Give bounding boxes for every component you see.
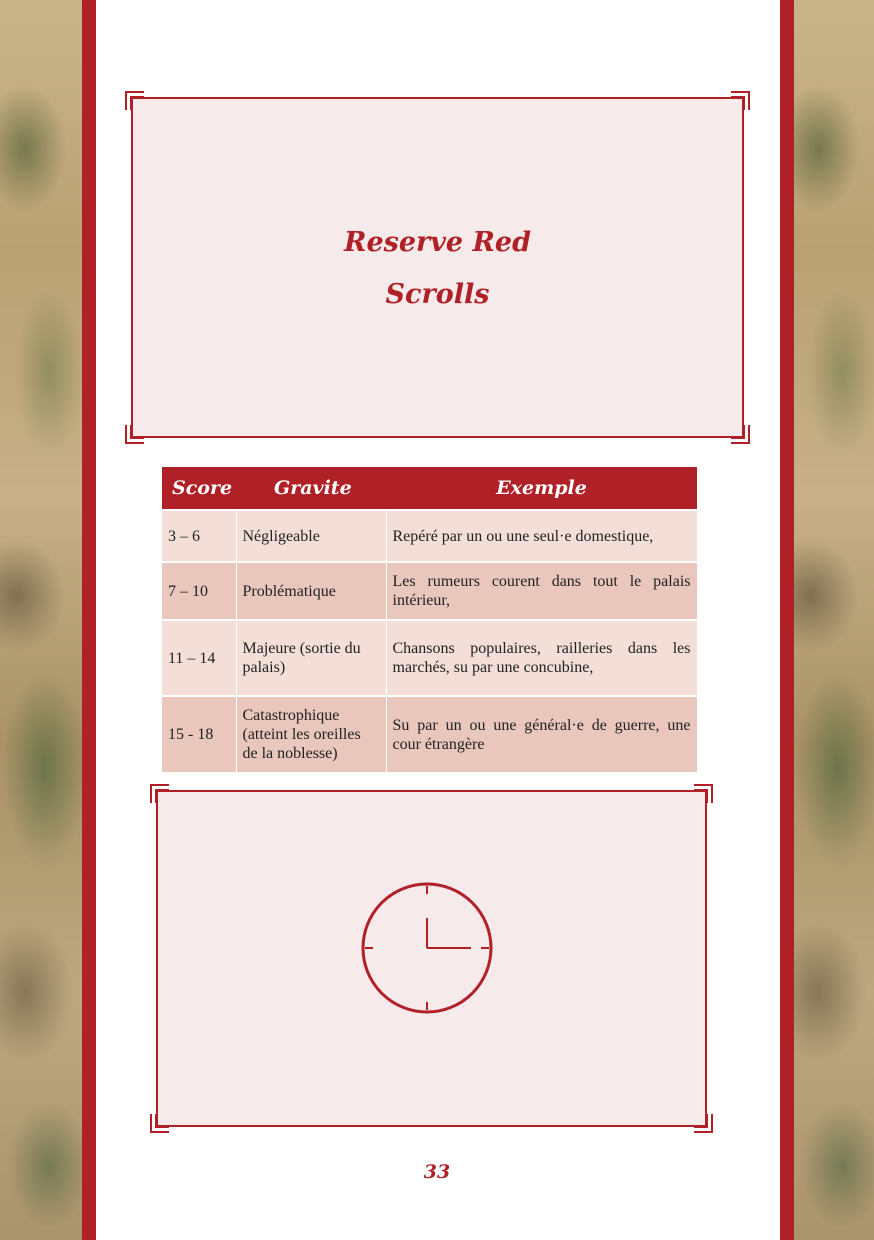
header-example: Exemple bbox=[386, 467, 697, 510]
corner-ornament-icon bbox=[729, 90, 751, 112]
header-gravity: Gravite bbox=[236, 467, 386, 510]
left-red-band bbox=[82, 0, 96, 1240]
example-cell: Su par un ou une général·e de guerre, une cour étrangère bbox=[386, 696, 697, 772]
example-cell: Chansons populaires, railleries dans les marchés, su par une concubine, bbox=[386, 620, 697, 696]
example-cell: Repéré par un ou une seul·e domestique, bbox=[386, 510, 697, 562]
header-score: Score bbox=[162, 467, 236, 510]
corner-ornament-icon bbox=[149, 1112, 171, 1134]
gravity-table bbox=[162, 467, 698, 772]
table-row bbox=[162, 696, 697, 772]
score-cell: 15 - 18 bbox=[162, 696, 236, 772]
corner-ornament-icon bbox=[149, 783, 171, 805]
page-number: 33 bbox=[423, 1161, 451, 1183]
left-landscape-painting bbox=[0, 0, 82, 1240]
gravity-cell: Majeure (sortie du palais) bbox=[236, 620, 386, 696]
example-cell: Les rumeurs courent dans tout le palais intérieur, bbox=[386, 562, 697, 620]
corner-ornament-icon bbox=[124, 423, 146, 445]
gravity-cell: Catastrophique (atteint les oreilles de la noblesse) bbox=[236, 696, 386, 772]
gravity-cell: Négligeable bbox=[236, 510, 386, 562]
table-header-row bbox=[162, 467, 697, 510]
corner-ornament-icon bbox=[692, 783, 714, 805]
title-line-1: Reserve Red bbox=[344, 227, 531, 258]
corner-ornament-icon bbox=[729, 423, 751, 445]
table-row bbox=[162, 562, 697, 620]
gravity-cell: Problématique bbox=[236, 562, 386, 620]
corner-ornament-icon bbox=[124, 90, 146, 112]
score-cell: 11 – 14 bbox=[162, 620, 236, 696]
title-frame bbox=[131, 97, 744, 438]
table-row bbox=[162, 620, 697, 696]
right-landscape-painting bbox=[794, 0, 874, 1240]
title-line-2: Scrolls bbox=[385, 279, 490, 310]
score-cell: 3 – 6 bbox=[162, 510, 236, 562]
table-row bbox=[162, 510, 697, 562]
corner-ornament-icon bbox=[692, 1112, 714, 1134]
clock-icon bbox=[359, 880, 495, 1016]
score-cell: 7 – 10 bbox=[162, 562, 236, 620]
right-red-band bbox=[780, 0, 794, 1240]
